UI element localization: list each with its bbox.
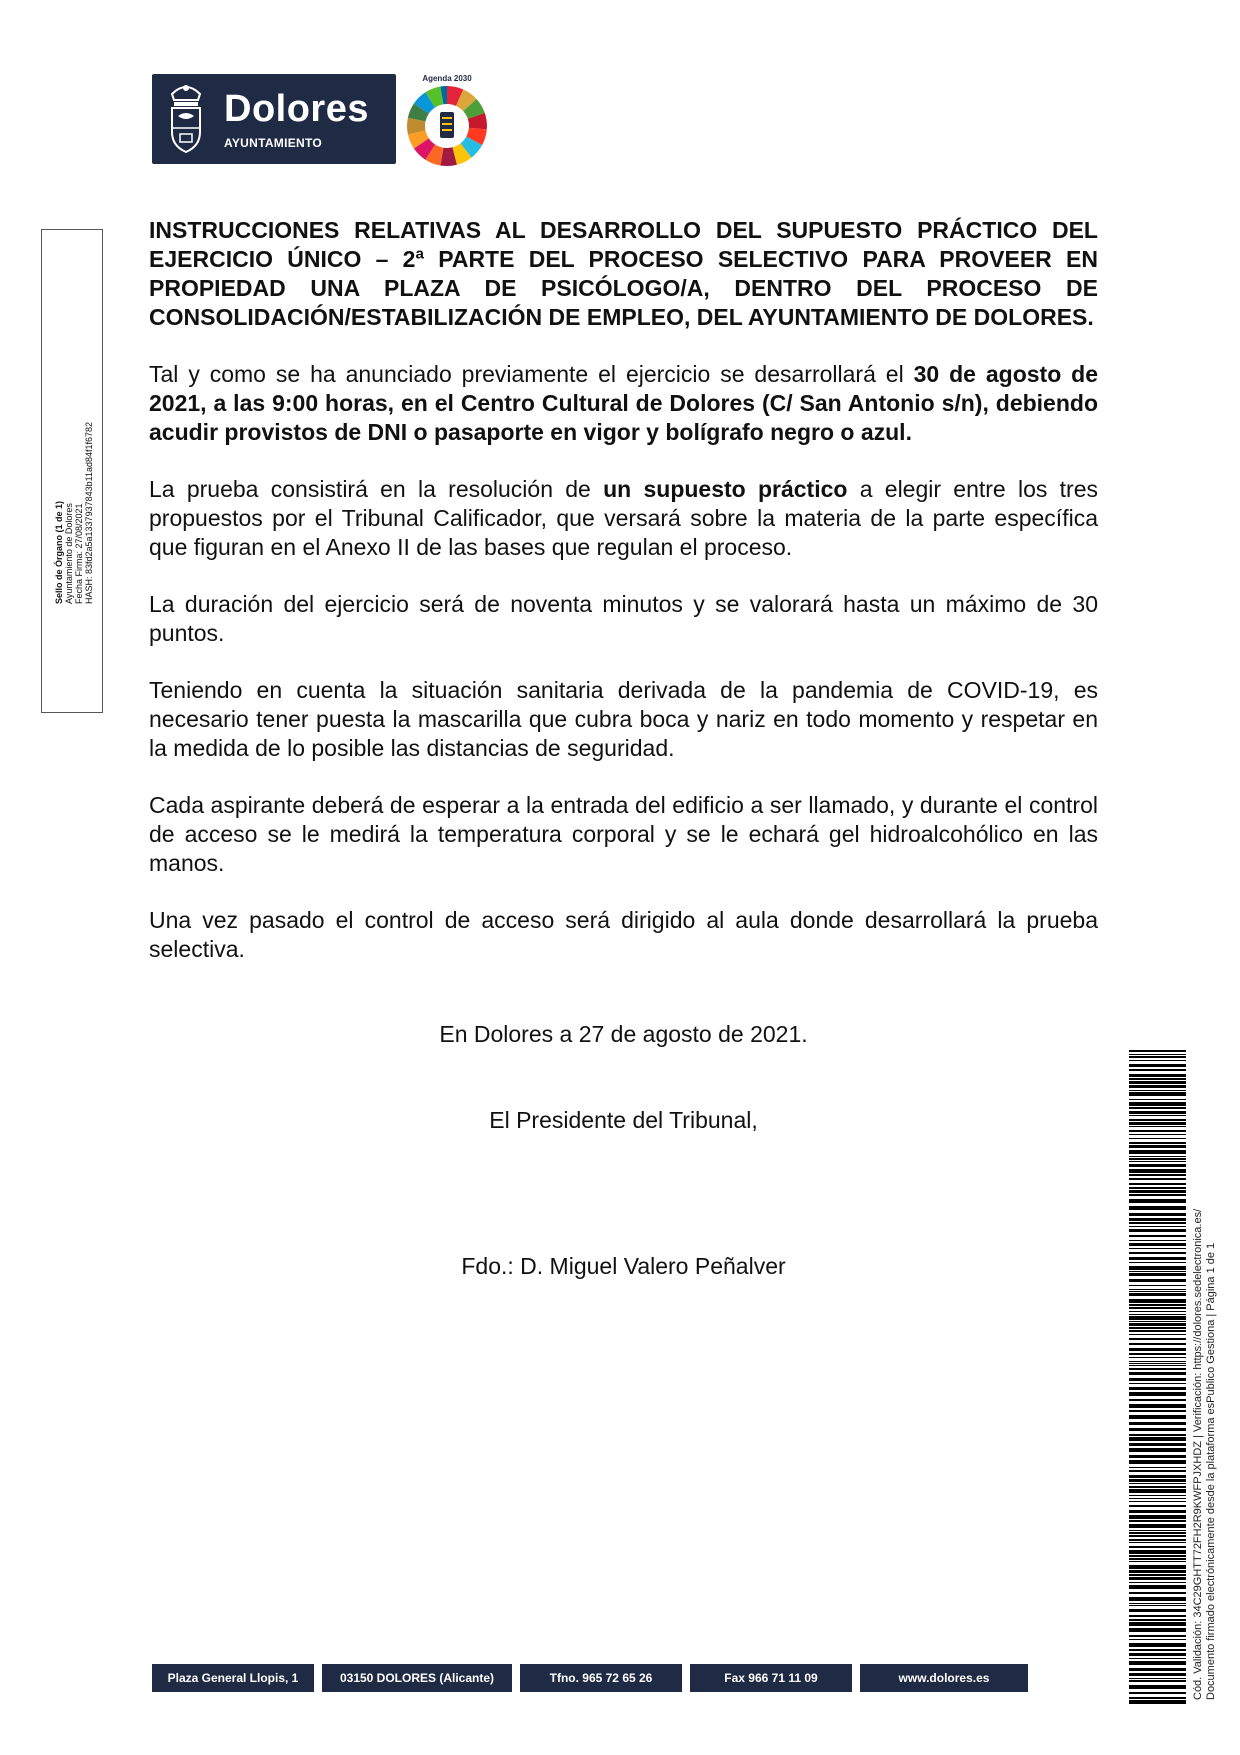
barcode-stripe	[1129, 1122, 1186, 1125]
document-title: INSTRUCCIONES RELATIVAS AL DESARROLLO DEL SUPUESTO PRÁCTICO DEL EJERCICIO ÚNICO – 2ª PARTE DEL PROCESO SELECTIVO PARA PROVEER EN PROPIEDAD UNA PLAZA DE PSICÓLOGO/A, DENTRO DEL PROCESO DE CONSOLIDACIÓN/ESTABILIZACIÓN DE EMPLEO, DEL AYUNTAMIENTO DE DOLORES.	[149, 217, 1098, 330]
document-body	[149, 216, 1098, 1309]
barcode-stripe	[1129, 1372, 1186, 1375]
barcode-stripe	[1129, 1532, 1186, 1534]
barcode-stripe	[1129, 1582, 1186, 1583]
dolores-logo	[152, 74, 396, 164]
agenda-label: Agenda 2030	[422, 74, 472, 83]
barcode-stripe	[1129, 1134, 1186, 1135]
barcode-stripe	[1129, 1475, 1186, 1478]
barcode-stripe	[1129, 1060, 1186, 1061]
footer-postal: 03150 DOLORES (Alicante)	[322, 1664, 512, 1692]
barcode-stripe	[1129, 1252, 1186, 1254]
barcode-stripe	[1129, 1368, 1186, 1370]
barcode-stripe	[1129, 1169, 1186, 1173]
barcode-stripe	[1129, 1279, 1186, 1282]
barcode-stripe	[1129, 1383, 1186, 1384]
barcode-stripe	[1129, 1399, 1186, 1401]
barcode-stripe	[1129, 1307, 1186, 1309]
seal-line: Sello de Órgano (1 de 1)	[54, 500, 64, 604]
barcode-stripe	[1129, 1570, 1186, 1573]
barcode-stripe	[1129, 1194, 1186, 1196]
barcode-stripe	[1129, 1218, 1186, 1221]
barcode-stripe	[1129, 1314, 1186, 1315]
verification-line: Documento firmado electrónicamente desde la plataforma esPublico Gestiona | Página 1 de 1	[1205, 1242, 1217, 1700]
barcode-stripe	[1129, 1609, 1186, 1612]
barcode-stripe	[1129, 1126, 1186, 1127]
text-span: Tal y como se ha anunciado previamente el ejercicio se desarrollará el	[149, 361, 914, 387]
barcode-stripe	[1129, 1365, 1186, 1366]
barcode-stripe	[1129, 1455, 1186, 1458]
barcode-stripe	[1129, 1085, 1186, 1088]
barcode-stripe	[1129, 1422, 1186, 1425]
barcode-stripe	[1129, 1142, 1186, 1144]
coat-of-arms-icon	[162, 80, 210, 158]
barcode-stripe	[1129, 1187, 1186, 1189]
barcode-stripe	[1129, 1226, 1186, 1227]
barcode-stripe	[1129, 1661, 1186, 1665]
barcode-stripe	[1129, 1539, 1186, 1541]
barcode-stripe	[1129, 1437, 1186, 1441]
signer-name: Fdo.: D. Miguel Valero Peñalver	[461, 1253, 786, 1279]
barcode-stripe	[1129, 1597, 1186, 1601]
barcode-stripe	[1129, 1520, 1186, 1522]
paragraph-access: Cada aspirante deberá de esperar a la entrada del edificio a ser llamado, y durante el control de acceso se le medirá la temperatura corporal y se le echará gel hidroalcohólico en las manos.	[149, 792, 1098, 876]
barcode-stripe	[1129, 1387, 1186, 1390]
signature-seal-box	[41, 229, 103, 713]
barcode-stripe	[1129, 1470, 1186, 1472]
barcode-stripe	[1129, 1639, 1186, 1640]
footer-web[interactable]: www.dolores.es	[860, 1664, 1028, 1692]
barcode-stripe	[1129, 1090, 1186, 1091]
barcode-stripe	[1129, 1479, 1186, 1482]
barcode-stripe	[1129, 1357, 1186, 1358]
barcode-stripe	[1129, 1363, 1186, 1364]
barcode-stripe	[1129, 1530, 1186, 1531]
footer-address: Plaza General Llopis, 1	[152, 1664, 314, 1692]
barcode-stripe	[1129, 1555, 1186, 1557]
seal-text	[50, 230, 110, 712]
barcode-stripe	[1129, 1505, 1186, 1507]
agenda-2030-logo	[400, 72, 494, 168]
paragraph-test	[149, 475, 1098, 562]
barcode-stripe	[1129, 1565, 1186, 1569]
seal-line: HASH: 83fd2a5a1337937843b11ad84f1f6782	[84, 422, 94, 604]
barcode-stripe	[1129, 1064, 1186, 1067]
barcode-stripe	[1129, 1535, 1186, 1537]
barcode-icon	[1129, 1050, 1186, 1704]
barcode-stripe	[1129, 1285, 1186, 1286]
barcode-stripe	[1129, 1603, 1186, 1604]
barcode-stripe	[1129, 1605, 1186, 1606]
barcode-stripe	[1129, 1107, 1186, 1109]
barcode-stripe	[1129, 1206, 1186, 1210]
barcode-stripe	[1129, 1348, 1186, 1351]
barcode-stripe	[1129, 1115, 1186, 1116]
barcode-stripe	[1129, 1235, 1186, 1237]
barcode-stripe	[1129, 1592, 1186, 1594]
barcode-stripe	[1129, 1229, 1186, 1232]
barcode-stripe	[1129, 1542, 1186, 1543]
barcode-stripe	[1129, 1443, 1186, 1446]
paragraph-duration: La duración del ejercicio será de noventa minutos y se valorará hasta un máximo de 30 puntos.	[149, 591, 1098, 646]
barcode-stripe	[1129, 1448, 1186, 1452]
barcode-stripe	[1129, 1678, 1186, 1679]
verification-line: Cód. Validación: 34C29GHTT72FH2R9KWFPJXHDZ | Verificación: https://dolores.sedelectronica.es/	[1192, 1208, 1204, 1700]
barcode-stripe	[1129, 1495, 1186, 1496]
barcode-stripe	[1129, 1685, 1186, 1689]
seal-line: Fecha Firma: 27/08/2021	[74, 503, 84, 604]
barcode-stripe	[1129, 1190, 1186, 1193]
barcode-stripe	[1129, 1510, 1186, 1513]
barcode-stripe	[1129, 1321, 1186, 1322]
barcode-stripe	[1129, 1680, 1186, 1682]
barcode-stripe	[1129, 1334, 1186, 1335]
seal-line: Ayuntamiento de Dolores	[64, 503, 74, 604]
barcode-stripe	[1129, 1299, 1186, 1303]
barcode-stripe	[1129, 1243, 1186, 1246]
barcode-stripe	[1129, 1156, 1186, 1157]
date-line: En Dolores a 27 de agosto de 2021.	[439, 1021, 808, 1047]
barcode-stripe	[1129, 1615, 1186, 1617]
barcode-stripe	[1129, 1069, 1186, 1071]
barcode-stripe	[1129, 1410, 1186, 1412]
barcode-stripe	[1129, 1213, 1186, 1216]
barcode-stripe	[1129, 1585, 1186, 1589]
barcode-stripe	[1129, 1199, 1186, 1203]
paragraph-date-place	[149, 360, 1098, 447]
barcode-stripe	[1129, 1102, 1186, 1106]
barcode-stripe	[1129, 1415, 1186, 1419]
text-span: a elegir entre los tres propuestos por el Tribunal Calificador, que versará sobre la materia de la parte específica que figuran en el Anexo II de las bases que regulan el proceso.	[149, 476, 1098, 560]
barcode-stripe	[1129, 1643, 1186, 1647]
barcode-stripe	[1129, 1099, 1186, 1100]
barcode-stripe	[1129, 1649, 1186, 1651]
barcode-stripe	[1129, 1161, 1186, 1162]
barcode-stripe	[1129, 1486, 1186, 1488]
barcode-stripe	[1129, 1353, 1186, 1355]
barcode-stripe	[1129, 1054, 1186, 1055]
barcode-stripe	[1129, 1619, 1186, 1621]
barcode-stripe	[1129, 1138, 1186, 1139]
barcode-stripe	[1129, 1145, 1186, 1148]
barcode-stripe	[1129, 1174, 1186, 1176]
barcode-stripe	[1129, 1498, 1186, 1499]
barcode-stripe	[1129, 1222, 1186, 1224]
barcode-stripe	[1129, 1558, 1186, 1560]
barcode-stripe	[1129, 1489, 1186, 1493]
barcode-stripe	[1129, 1574, 1186, 1576]
bold-span: 30 de agosto de 2021, a las 9:00 horas, en el Centro Cultural de Dolores (C/ San Antonio s/n), debiendo acudir provistos de DNI o pasaporte en vigor y bolígrafo negro o azul.	[149, 361, 1099, 445]
barcode-stripe	[1129, 1501, 1186, 1502]
barcode-stripe	[1129, 1056, 1186, 1058]
barcode-stripe	[1129, 1622, 1186, 1626]
logo-name: Dolores	[224, 88, 369, 130]
barcode-stripe	[1129, 1240, 1186, 1241]
paragraph-covid: Teniendo en cuenta la situación sanitaria derivada de la pandemia de COVID-19, es necesario tener puesta la mascarilla que cubra boca y nariz en todo momento y respetar en la medida de lo posible las distancias de seguridad.	[149, 677, 1098, 761]
barcode-stripe	[1129, 1338, 1186, 1340]
text-span: La prueba consistirá en la resolución de	[149, 476, 604, 502]
barcode-stripe	[1129, 1130, 1186, 1132]
barcode-stripe	[1129, 1577, 1186, 1580]
barcode-stripe	[1129, 1248, 1186, 1249]
barcode-stripe	[1129, 1700, 1186, 1704]
barcode-stripe	[1129, 1343, 1186, 1345]
barcode-stripe	[1129, 1550, 1186, 1554]
barcode-stripe	[1129, 1291, 1186, 1292]
barcode-stripe	[1129, 1524, 1186, 1528]
barcode-stripe	[1129, 1392, 1186, 1396]
barcode-stripe	[1129, 1271, 1186, 1272]
barcode-stripe	[1129, 1050, 1186, 1052]
barcode-stripe	[1129, 1293, 1186, 1296]
barcode-stripe	[1129, 1635, 1186, 1637]
barcode-stripe	[1129, 1183, 1186, 1185]
barcode-stripe	[1129, 1074, 1186, 1077]
barcode-stripe	[1129, 1304, 1186, 1306]
barcode-stripe	[1129, 1692, 1186, 1694]
barcode-stripe	[1129, 1262, 1186, 1263]
barcode-stripe	[1129, 1668, 1186, 1671]
barcode-stripe	[1129, 1311, 1186, 1312]
logo-subtitle: AYUNTAMIENTO	[224, 136, 323, 150]
barcode-stripe	[1129, 1673, 1186, 1676]
bold-span: un supuesto práctico	[603, 476, 848, 502]
footer-fax: Fax 966 71 11 09	[690, 1664, 852, 1692]
barcode-stripe	[1129, 1289, 1186, 1290]
barcode-stripe	[1129, 1483, 1186, 1484]
barcode-stripe	[1129, 1467, 1186, 1468]
footer-phone: Tfno. 965 72 65 26	[520, 1664, 682, 1692]
barcode-stripe	[1129, 1323, 1186, 1326]
barcode-stripe	[1129, 1628, 1186, 1632]
barcode-stripe	[1129, 1119, 1186, 1121]
barcode-stripe	[1129, 1316, 1186, 1320]
barcode-stripe	[1129, 1081, 1186, 1084]
barcode-stripe	[1129, 1273, 1186, 1276]
barcode-stripe	[1129, 1327, 1186, 1329]
barcode-stripe	[1129, 1378, 1186, 1381]
barcode-stripe	[1129, 1164, 1186, 1167]
barcode-stripe	[1129, 1257, 1186, 1260]
barcode-stripe	[1129, 1404, 1186, 1408]
barcode-stripe	[1129, 1078, 1186, 1080]
barcode-stripe	[1129, 1428, 1186, 1431]
barcode-stripe	[1129, 1653, 1186, 1656]
barcode-stripe	[1129, 1658, 1186, 1659]
barcode-stripe	[1129, 1697, 1186, 1699]
verification-text	[1192, 1040, 1228, 1700]
barcode-stripe	[1129, 1561, 1186, 1562]
barcode-stripe	[1129, 1158, 1186, 1160]
barcode-stripe	[1129, 1178, 1186, 1180]
barcode-stripe	[1129, 1330, 1186, 1332]
barcode-stripe	[1129, 1150, 1186, 1154]
barcode-stripe	[1129, 1361, 1186, 1362]
barcode-stripe	[1129, 1111, 1186, 1114]
paragraph-classroom: Una vez pasado el control de acceso será dirigido al aula donde desarrollará la prueba selectiva.	[149, 907, 1098, 962]
signer-role: El Presidente del Tribunal,	[489, 1107, 758, 1133]
barcode-stripe	[1129, 1434, 1186, 1436]
barcode-stripe	[1129, 1266, 1186, 1270]
barcode-stripe	[1129, 1092, 1186, 1096]
barcode-stripe	[1129, 1515, 1186, 1519]
barcode-stripe	[1129, 1460, 1186, 1464]
barcode-stripe	[1129, 1546, 1186, 1548]
